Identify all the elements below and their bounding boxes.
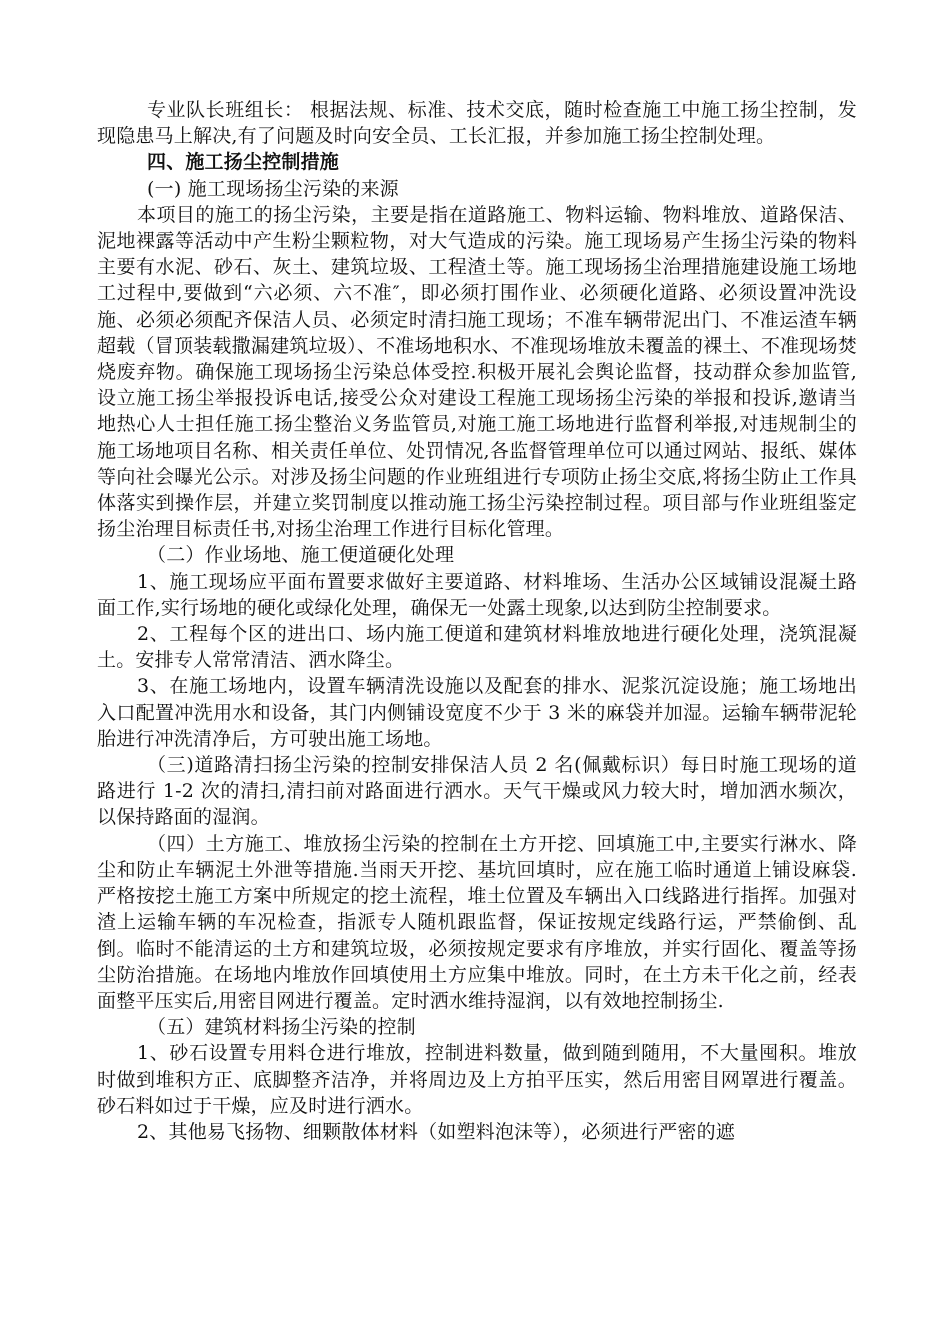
paragraph-road-cleaning: （三)道路清扫扬尘污染的控制安排保洁人员 2 名(佩戴标识）每日时施工现场的道路进行 1-2 次的清扫,清扫前对路面进行洒水。天气干燥或风力较大时，增加洒水频次，以保持路面的湿润。 <box>97 754 857 829</box>
section-heading-dust-control-measures: 四、施工扬尘控制措施 <box>147 151 340 174</box>
paragraph-hardening-item-1: 1、施工现场应平面布置要求做好主要道路、材料堆场、生活办公区域铺设混凝土路面工作,实行场地的硬化或绿化处理，确保无一处露土现象,以达到防尘控制要求。 <box>97 570 857 619</box>
paragraph-earthwork-control: （四）土方施工、堆放扬尘污染的控制在土方开挖、回填施工中,主要实行淋水、降尘和防止车辆泥土外泄等措施.当雨天开挖、基坑回填时，应在施工临时通道上铺设麻袋.严格按挖土施工方案中所规定的挖土流程，堆土位置及车辆出入口线路进行指挥。加强对渣上运输车辆的车况检查，指派专人随机跟监督，保证按规定线路行运，严禁偷倒、乱倒。临时不能清运的土方和建筑垃圾，必须按规定要求有序堆放，并实行固化、覆盖等扬尘防治措施。在场地内堆放作回填使用土方应集中堆放。同时，在土方未干化之前，经表面整平压实后,用密目网进行覆盖。定时洒水维持湿润，以有效地控制扬尘. <box>97 832 857 1012</box>
paragraph-hardening-item-2: 2、工程每个区的进出口、场内施工便道和建筑材料堆放地进行硬化处理，浇筑混凝土。安排专人常常清洁、洒水降尘。 <box>97 623 857 672</box>
paragraph-materials-item-1: 1、砂石设置专用料仓进行堆放，控制进料数量，做到随到随用，不大量囤积。堆放时做到堆积方正、底脚整齐洁净，并将周边及上方拍平压实，然后用密目网罩进行覆盖。砂石料如过于干燥，应及时进行洒水。 <box>97 1042 857 1117</box>
paragraph-hardening-item-3: 3、在施工场地内，设置车辆清洗设施以及配套的排水、泥浆沉淀设施；施工场地出入口配置冲洗用水和设备，其门内侧铺设宽度不少于 3 米的麻袋并加湿。运输车辆带泥轮胎进行冲洗清净后，方可驶出施工场地。 <box>97 675 857 750</box>
document-page <box>97 97 857 1145</box>
paragraph-materials-item-2: 2、其他易飞扬物、细颗散体材料（如塑料泡沫等），必须进行严密的遮 <box>137 1120 735 1143</box>
subsection-heading-materials-control: （五）建筑材料扬尘污染的控制 <box>147 1016 416 1039</box>
subsection-heading-pollution-sources: (一) 施工现场扬尘污染的来源 <box>147 177 399 200</box>
paragraph-pollution-sources: 本项目的施工的扬尘污染，主要是指在道路施工、物料运输、物料堆放、道路保洁、泥地裸露等活动中产生粉尘颗粒物，对大气造成的污染。施工现场易产生扬尘污染的物料主要有水泥、砂石、灰土、建筑垃圾、工程渣土等。施工现场扬尘治理措施建设施工场地工过程中,要做到“六必须、六不准″，即必须打围作业、必须硬化道路、必须设置冲洗设施、必须必须配齐保洁人员、必须定时清扫施工现场；不准车辆带泥出门、不准运渣车辆超载（冒顶装载撒漏建筑垃圾）、不准场地积水、不准现场堆放未覆盖的裸土、不准现场焚烧废弃物。确保施工现场扬尘污染总体受控.积极开展礼会舆论监督，技动群众参加监管,设立施工扬尘举报投诉电话,接受公众对建设工程施工现场扬尘污染的举报和投诉,邀请当地热心人士担任施工扬尘整治义务监管员,对施工施工场地进行监督利举报,对违规制尘的施工场地项目名称、相关责任单位、处罚情况,各监督管理单位可以通过网站、报纸、媒体等向社会曝光公示。对涉及扬尘问题的作业班组进行专项防止扬尘交底,将扬尘防止工作具体落实到操作层，并建立奖罚制度以推动施工扬尘污染控制过程。项目部与作业班组鉴定扬尘治理目标责任书,对扬尘治理工作进行目标化管理。 <box>97 203 857 541</box>
subsection-heading-site-hardening: （二）作业场地、施工便道硬化处理 <box>147 544 455 567</box>
paragraph-team-leader-duties: 专业队长班组长： 根据法规、标准、技术交底，随时检查施工中施工扬尘控制，发现隐患马上解决,有了问题及时向安全员、工长汇报，并参加施工扬尘控制处理。 <box>97 99 857 148</box>
